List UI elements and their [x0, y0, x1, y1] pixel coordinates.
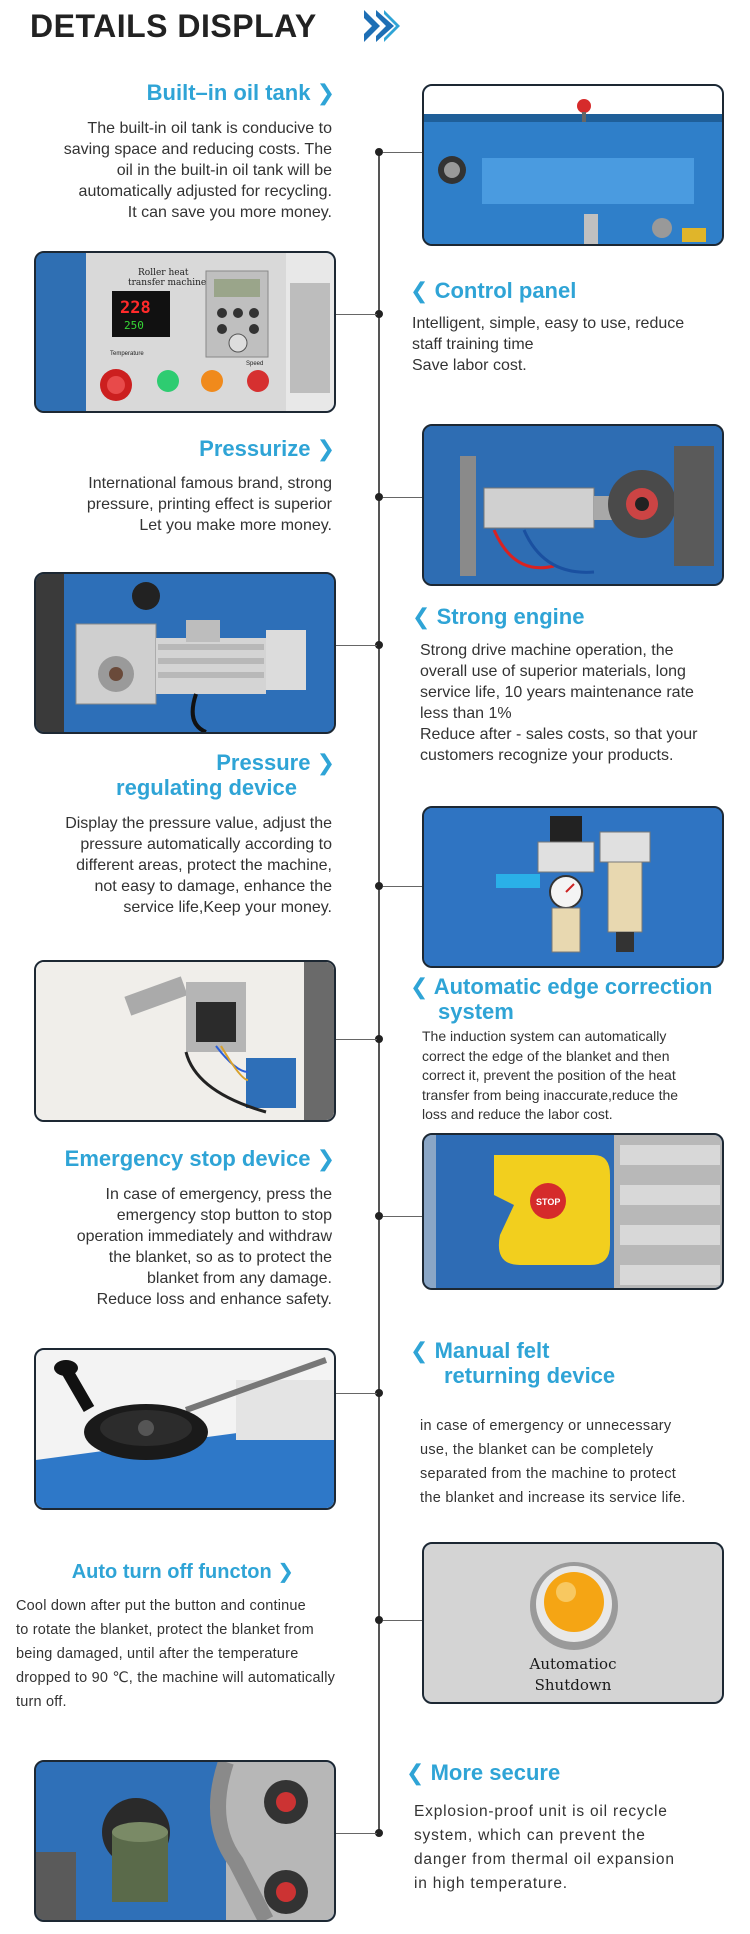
- chevron-left-icon: ❮: [410, 1338, 429, 1363]
- section-body-more-secure: Explosion-proof unit is oil recycle system, which can prevent the danger from thermal oil expansion in high temperature.: [414, 1803, 675, 1892]
- chevron-right-icon: ❯: [316, 750, 335, 775]
- panel-label: Roller heat: [138, 268, 189, 278]
- photo-explosion-proof-unit: [34, 1760, 336, 1922]
- section-body-edge-correction: The induction system can automatically correct the edge of the blanket and then correct it, prevent the position of the heat transfer from being inaccurate,reduce the loss and reduce the labor cost.: [422, 1028, 679, 1122]
- timeline-node: [375, 493, 383, 501]
- section-body-emergency-stop: In case of emergency, press the emergency stop button to stop operation immediately and withdraw the blanket, so as to protect the blanket from any damage. Reduce loss and enhance safety.: [76, 1186, 332, 1308]
- chevron-right-icon: ❯: [277, 1561, 294, 1583]
- timeline-node: [375, 1212, 383, 1220]
- timeline-node: [375, 148, 383, 156]
- section-heading-emergency-stop: Emergency stop device ❯: [64, 1146, 335, 1171]
- section-body-oil-tank: The built-in oil tank is conducive to saving space and reducing costs. The oil in the built-in oil tank will be automatically adjusted for recycling. It can save you more money.: [63, 120, 332, 221]
- timeline-connector: [333, 1833, 377, 1834]
- photo-control-panel: [34, 251, 336, 413]
- timeline-connector: [383, 886, 422, 887]
- section-heading-oil-tank: Built–in oil tank ❯: [146, 80, 335, 105]
- shutdown-label: Automatioc: [529, 1655, 617, 1673]
- chevron-right-icon: ❯: [316, 1146, 335, 1171]
- photo-auto-shutdown-button: [422, 1542, 724, 1704]
- section-heading-control-panel: ❮ Control panel: [410, 278, 577, 303]
- timeline-connector: [333, 1039, 377, 1040]
- timeline-node: [375, 882, 383, 890]
- timeline-connector: [333, 645, 377, 646]
- section-heading-pressure-regulating: Pressure ❯ regulating device: [116, 750, 335, 800]
- timeline-line: [378, 150, 380, 1830]
- section-heading-manual-felt: ❮ Manual felt returning device: [410, 1338, 616, 1388]
- section-body-auto-turn-off: Cool down after put the button and continue to rotate the blanket, protect the blanket from being damaged, until after the temperature dropped to 90 ℃, the machine will automatically turn off.: [16, 1598, 336, 1710]
- section-body-control-panel: Intelligent, simple, easy to use, reduce staff training time Save labor cost.: [412, 315, 685, 374]
- chevron-right-icon: ❯: [316, 436, 335, 461]
- photo-emergency-stop: [422, 1133, 724, 1290]
- temperature-setpoint: 250: [124, 319, 144, 332]
- chevron-right-icon: ❯: [316, 80, 335, 105]
- section-heading-auto-turn-off: Auto turn off functon ❯: [71, 1561, 294, 1583]
- timeline-connector: [333, 1393, 377, 1394]
- chevron-left-icon: ❮: [410, 974, 429, 999]
- photo-oil-tank: [422, 84, 724, 246]
- photo-edge-correction: [34, 960, 336, 1122]
- chevron-left-icon: ❮: [412, 604, 431, 629]
- timeline-connector: [333, 314, 377, 315]
- temperature-display: 228: [120, 298, 151, 318]
- section-heading-edge-correction: ❮ Automatic edge correction system: [410, 974, 713, 1024]
- knob-label: Speed: [246, 361, 264, 367]
- timeline-connector: [383, 497, 422, 498]
- timeline-connector: [383, 152, 422, 153]
- section-heading-pressurize: Pressurize ❯: [199, 436, 335, 461]
- section-body-strong-engine: Strong drive machine operation, the overall use of superior materials, long service life, 10 years maintenance rate less than 1% Reduce after - sales costs, so that your customers recognize your products.: [420, 642, 698, 764]
- panel-label: transfer machine: [128, 278, 207, 288]
- photo-strong-engine: [34, 572, 336, 734]
- shutdown-label: Shutdown: [534, 1676, 612, 1694]
- knob-label: Temperature: [110, 351, 144, 357]
- chevron-left-icon: ❮: [406, 1760, 425, 1785]
- photo-pressure-regulator: [422, 806, 724, 968]
- page-title: DETAILS DISPLAY: [30, 8, 317, 44]
- section-body-pressurize: International famous brand, strong pressure, printing effect is superior Let you make more money.: [86, 475, 332, 534]
- photo-manual-felt-returning: [34, 1348, 336, 1510]
- section-heading-more-secure: ❮ More secure: [406, 1760, 561, 1785]
- timeline-connector: [383, 1216, 422, 1217]
- section-body-pressure-regulating: Display the pressure value, adjust the pressure automatically according to different areas, protect the machine, not easy to damage, enhance the service life,Keep your money.: [65, 815, 332, 916]
- section-heading-strong-engine: ❮ Strong engine: [412, 604, 585, 629]
- chevron-left-icon: ❮: [410, 278, 429, 303]
- timeline-connector: [383, 1620, 422, 1621]
- photo-pressurize-cylinder: [422, 424, 724, 586]
- double-chevron-right-icon: [362, 8, 402, 44]
- section-body-manual-felt: in case of emergency or unnecessary use, the blanket can be completely separated from the machine to protect the blanket and increase its service life.: [420, 1418, 686, 1506]
- estop-label: STOP: [536, 1197, 561, 1207]
